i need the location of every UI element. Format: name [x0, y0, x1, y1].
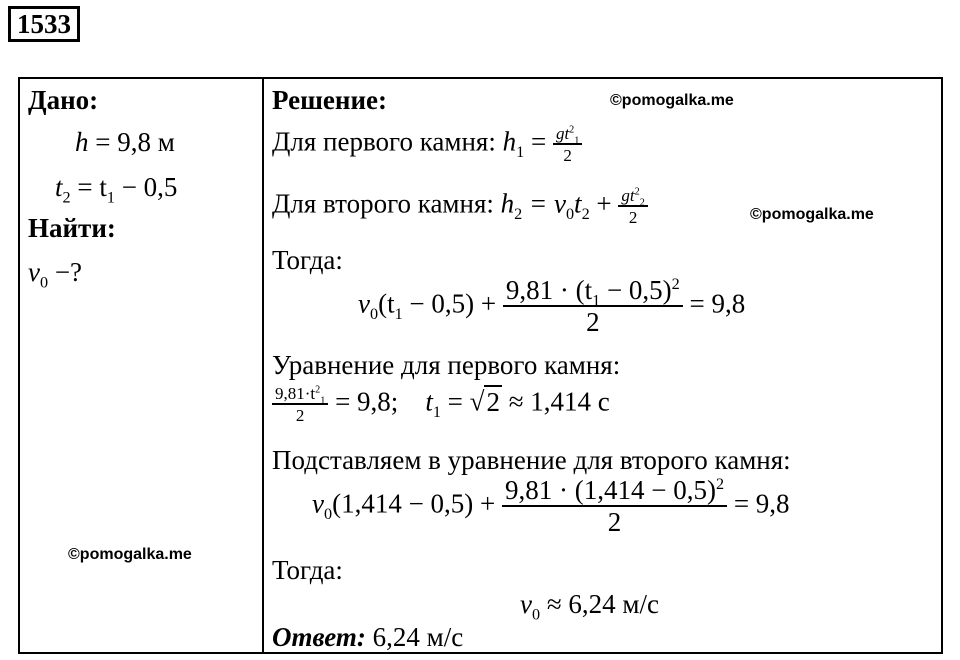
watermark-mid: ©pomogalka.me: [750, 206, 874, 223]
equation-3: $v_0(1,414 - 0,5)$ + $\frac{9,81 \cdot (1,414 - 0,5)^2}{2}$ = 9,8: [312, 475, 790, 537]
equation-2: $\frac{9,81\cdot t^2_1}{2}$ = 9,8; $t_1 = √2 \approx 1,414$ с: [272, 385, 610, 424]
solution-table: [18, 77, 943, 654]
second-stone-line: Для второго камня: $h_2 = v_0t_2$ + $\frac{gt^2_2}{2}$: [272, 187, 648, 226]
equation-1: $v_0(t_1 - 0,5)$ + $\frac{9,81 \cdot (t_1 - 0,5)^2}{2}$ = 9,8: [358, 275, 746, 337]
result-line: $v_0 \approx 6,24$ м/с: [520, 589, 659, 624]
watermark-left: ©pomogalka.me: [68, 546, 192, 563]
first-equation-label: Уравнение для первого камня:: [272, 350, 621, 380]
given-header: Дано:: [28, 85, 99, 115]
then-label: Тогда:: [272, 245, 343, 275]
watermark-top: ©pomogalka.me: [610, 92, 734, 109]
answer-line: Ответ: 6,24 м/с: [272, 622, 464, 652]
substitute-label: Подставляем в уравнение для второго камня:: [272, 445, 791, 475]
column-divider: [262, 79, 264, 652]
find-header: Найти:: [28, 213, 116, 243]
find-v0: $v_0$ −?: [28, 257, 83, 292]
problem-number: 1533: [8, 6, 80, 42]
given-time-relation: $t_2 = t_1 - 0,5$: [55, 172, 178, 207]
then-label-2: Тогда:: [272, 555, 343, 585]
solution-header: Решение:: [272, 85, 387, 115]
given-height: h = 9,8 м: [75, 127, 175, 157]
first-stone-line: Для первого камня: $h_1$ = $\frac{gt^2_1}{2}$: [272, 125, 582, 164]
